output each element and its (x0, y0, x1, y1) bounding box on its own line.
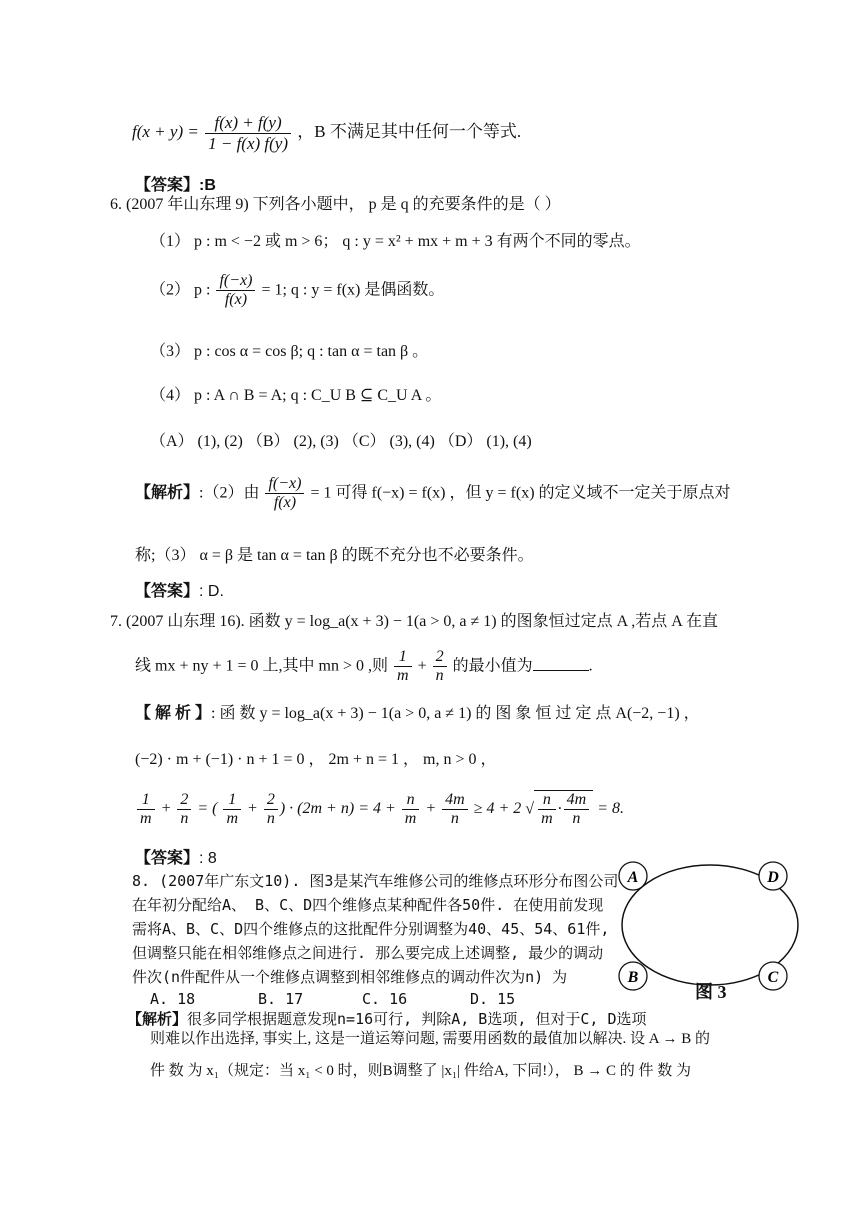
solution-7-line-2: (−2) · m + (−1) · n + 1 = 0 ， 2m + n = 1 ， m, n > 0 ， (135, 751, 497, 768)
solution-7-line-1 (135, 704, 700, 723)
question-8-line-2: 在年初分配给A、 B、C、D四个维修点某种配件各50件. 在使用前发现 (132, 896, 604, 914)
node-d (759, 862, 787, 890)
question-6-item-3: （3） p : cos α = cos β; q : tan α = tan β 。 (150, 343, 429, 360)
answer-label: 【答案】 (135, 583, 200, 600)
end-text: = 8. (597, 800, 624, 818)
frac-b (177, 791, 191, 829)
question-6-item-4: （4） p : A ∩ B = A; q : C_U B ⊆ C_U A 。 (150, 387, 442, 404)
node-c-label: C (767, 969, 779, 986)
fraction-denominator: 1 − f(x) f(y) (208, 133, 288, 153)
item-2-fraction (216, 272, 255, 310)
item-2-prefix: （2） p : (150, 281, 211, 299)
fraction-denominator: f(x) (273, 494, 297, 512)
solution-label: 【解析】 (127, 1012, 188, 1028)
numerator: 1 (223, 791, 241, 810)
node-b-label: B (627, 969, 639, 986)
numerator: n (402, 791, 420, 810)
numerator: 2 (264, 791, 278, 810)
solution-line: : 函 数 y = log_a(x + 3) − 1(a > 0, a ≠ 1) 的 图 象 恒 过 定 点 A(−2, −1) ， (211, 705, 700, 722)
solution-label: 【解析】 (135, 484, 200, 502)
item-2-suffix: = 1; q : y = f(x) 是偶函数。 (261, 281, 445, 299)
frac-f (442, 791, 468, 829)
answer-label: 【答案】 (135, 177, 200, 194)
solution-8-line-1 (127, 1010, 647, 1029)
frac-c (223, 791, 241, 829)
solution-6-line-2: 称;（3） α = β 是 tan α = tan β 的既不充分也不必要条件。 (135, 547, 534, 564)
option-d: D. 15 (470, 990, 516, 1008)
solution-6-line-1 (135, 475, 731, 513)
frac-g (538, 791, 556, 829)
numerator: 1 (394, 648, 412, 667)
node-a-label: A (627, 869, 639, 886)
denominator: m (140, 809, 152, 827)
numerator: 2 (177, 791, 191, 810)
frac-e (402, 791, 420, 829)
question-6-item-1: （1） p : m < −2 或 m > 6； q : y = x² + mx + m + 3 有两个不同的零点。 (150, 233, 641, 250)
node-a (619, 862, 647, 890)
answer-value: : 8 (199, 850, 217, 867)
node-d-label: D (767, 869, 779, 886)
node-c (759, 962, 787, 990)
question-7-line-2: 线 mx + ny + 1 = 0 上,其中 mn > 0 ,则 $\frac{1}{m}$ + $\frac{2}{n}$ 的最小值为 . (135, 648, 593, 685)
denominator: n (572, 810, 581, 828)
question-6-header: 6. (2007 年山东理 9) 下列各小题中， p 是 q 的充要条件的是（ ） (110, 196, 561, 213)
frac-h (564, 791, 590, 829)
fraction-numerator: f(−x) (265, 475, 304, 494)
denominator: n (435, 667, 444, 685)
solution-text: 很多同学根据题意发现n=16可行, 判除A, B选项, 但对于C, D选项 (187, 1010, 647, 1028)
node-b (619, 962, 647, 990)
frac-a (137, 791, 155, 829)
denominator: n (266, 809, 275, 827)
numerator: 4m (442, 791, 468, 810)
sqrt-expression: √ $\frac{n}{m}$ · $\frac{4m}{n}$ (525, 790, 593, 829)
denominator: m (541, 810, 553, 828)
solution-label: 【 解 析 】 (135, 705, 212, 722)
answer-label: 【答案】 (135, 850, 200, 867)
frac-d (264, 791, 278, 829)
fraction-numerator: f(−x) (216, 272, 255, 291)
denominator: m (404, 809, 417, 827)
numerator: n (538, 791, 556, 810)
answer-5 (135, 176, 216, 195)
q7-suffix: 的最小值为 (452, 657, 533, 675)
formula-lhs: f(x + y) = (132, 121, 199, 141)
numerator: 4m (564, 791, 590, 810)
denominator: m (226, 809, 239, 827)
solution-8-line-2: 则难以作出选择, 事实上, 这是一道运筹问题, 需要用函数的最值加以解决. 设 A → B 的 (150, 1031, 711, 1047)
answer-6 (135, 582, 224, 601)
option-a: A. 18 (150, 990, 196, 1008)
answer-value: :B (199, 177, 216, 194)
question-8-line-1: 8. (2007年广东文10). 图3是某汽车维修公司的维修点环形分布图公司 (132, 872, 619, 890)
fraction-numerator: f(x) + f(y) (205, 113, 291, 134)
mid-text: = 4 + (358, 800, 396, 818)
question-8-line-4: 但调整只能在相邻维修点之间进行. 那么要完成上述调整, 最少的调动 (132, 944, 604, 962)
denominator: n (450, 809, 459, 827)
answer-value: : D. (199, 583, 224, 600)
solution-fraction (265, 475, 304, 513)
formula-tail: ，B 不满足其中任何一个等式. (297, 121, 522, 141)
answer-blank (533, 656, 589, 671)
solution-8-line-3: 件 数 为 x₁（规定：当 x₁ < 0 时，则B调整了 |x₁| 件给A, 下同!）， B → C 的 件 数 为 (150, 1063, 691, 1079)
solution-suffix: = 1 可得 f(−x) = f(x) ，但 y = f(x) 的定义域不一定关于原点对 (310, 484, 731, 502)
figure-caption: 图 3 (695, 982, 727, 1002)
q7-end: . (588, 657, 593, 675)
question-6-item-2 (150, 272, 444, 310)
answer-7 (135, 849, 217, 868)
formula-fraction (205, 113, 291, 153)
numerator: 2 (433, 648, 447, 667)
question-8-line-5: 件次(n件配件从一个维修点调整到相邻维修点的调动件次为n) 为 (132, 968, 568, 986)
question-8-line-3: 需将A、B、C、D四个维修点的这批配件分别调整为40、45、54、61件, (132, 920, 610, 938)
numerator: 1 (137, 791, 155, 810)
question-7-line-1: 7. (2007 山东理 16). 函数 y = log_a(x + 3) − 1(a > 0, a ≠ 1) 的图象恒过定点 A ,若点 A 在直 (110, 613, 718, 630)
denominator: n (180, 809, 189, 827)
denominator: m (397, 667, 409, 685)
option-b: B. 17 (258, 990, 304, 1008)
q7-fraction-2 (433, 648, 447, 686)
q7-prefix: 线 mx + ny + 1 = 0 上,其中 mn > 0 ,则 (135, 657, 388, 675)
question-8-options (150, 990, 515, 1008)
option-c: C. 16 (362, 990, 408, 1008)
fraction-denominator: f(x) (224, 291, 248, 309)
question-6-options: （A） (1), (2) （B） (2), (3) （C） (3), (4) （D） (1), (4) (150, 433, 532, 450)
solution-7-line-3: $\frac{1}{m}$ + $\frac{2}{n}$ = ( $\frac{1}{m}$ + $\frac{2}{n}$ ) · (2m + n) = 4 + $\frac{n}{m}$ + $\frac{4m}{n}$ ≥ 4 + 2 √ $\frac{n}{m}$ · $\frac{4m}{n}$ = 8. (135, 790, 624, 829)
q7-fraction-1 (394, 648, 412, 686)
solution-prefix: :（2）由 (199, 484, 260, 502)
formula-line-1 (132, 113, 521, 153)
